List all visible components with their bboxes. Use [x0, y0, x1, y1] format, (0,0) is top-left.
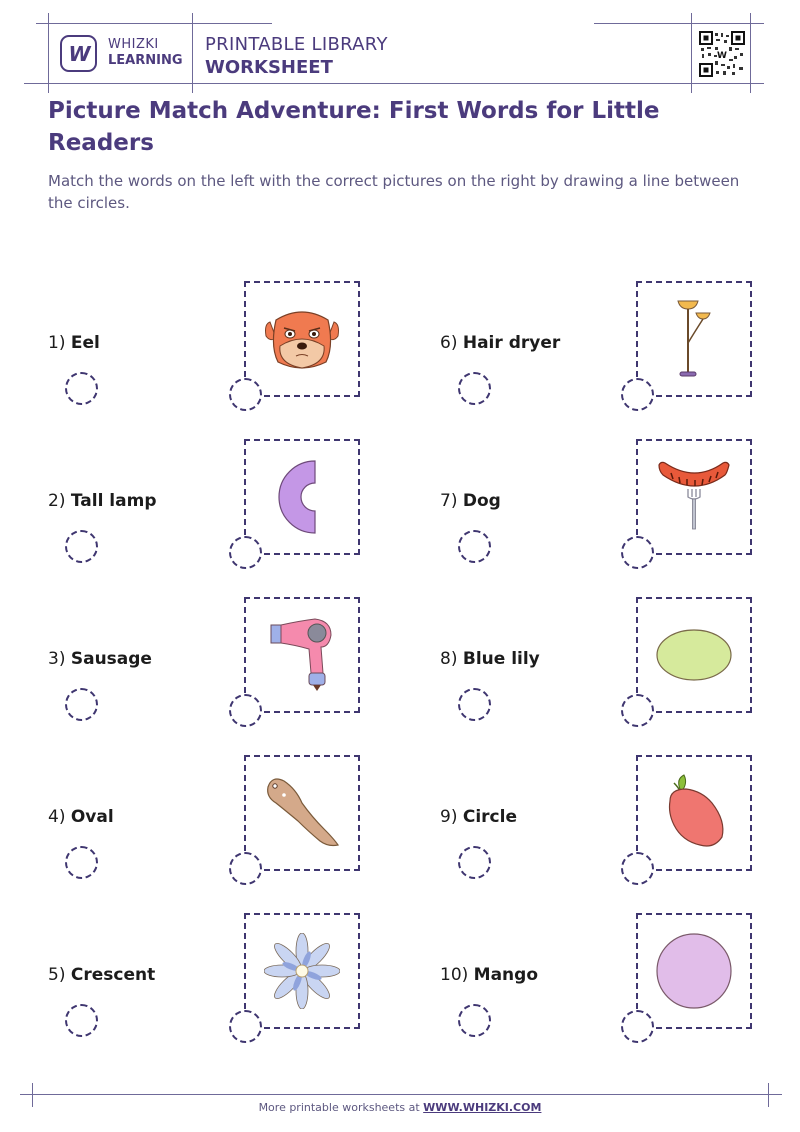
svg-text:W: W	[717, 51, 727, 61]
header-rule-v3	[691, 13, 692, 93]
picture-match-circle[interactable]	[621, 694, 654, 727]
word-label: 9) Circle	[440, 807, 517, 827]
picture-circle-shape	[636, 913, 752, 1029]
word-label: 2) Tall lamp	[48, 491, 157, 511]
picture-dog-face	[244, 281, 360, 397]
word-match-circle[interactable]	[458, 530, 491, 563]
picture-match-circle[interactable]	[621, 1010, 654, 1043]
header-rule-top-left	[36, 23, 272, 24]
footer-text: More printable worksheets at	[258, 1101, 424, 1114]
worksheet-label: WORKSHEET	[205, 57, 333, 78]
word-label: 8) Blue lily	[440, 649, 540, 669]
sausage-on-fork-icon	[655, 457, 733, 537]
picture-tall-lamp	[636, 281, 752, 397]
picture-oval-shape	[636, 597, 752, 713]
hair-dryer-icon	[269, 617, 335, 693]
word-label: 10) Mango	[440, 965, 539, 985]
crescent-shape-icon	[277, 457, 327, 537]
picture-crescent-shape	[244, 439, 360, 555]
brand-subname: LEARNING	[108, 53, 183, 68]
brand-name: WHIZKI	[108, 37, 159, 52]
circle-shape-icon	[655, 932, 733, 1010]
oval-shape-icon	[655, 628, 733, 682]
word-match-circle[interactable]	[65, 1004, 98, 1037]
header-rule-top-right	[594, 23, 764, 24]
word-label: 6) Hair dryer	[440, 333, 561, 353]
footer-link[interactable]: WWW.WHIZKI.COM	[423, 1101, 542, 1114]
picture-match-circle[interactable]	[229, 852, 262, 885]
word-match-circle[interactable]	[65, 372, 98, 405]
word-match-circle[interactable]	[458, 688, 491, 721]
whizki-logo-icon	[60, 35, 97, 72]
header-rule-v4	[750, 13, 751, 93]
footer-rule	[20, 1094, 782, 1095]
word-match-circle[interactable]	[458, 1004, 491, 1037]
picture-blue-lily	[244, 913, 360, 1029]
mango-icon	[656, 773, 732, 853]
picture-sausage	[636, 439, 752, 555]
dog-face-icon	[262, 306, 342, 372]
picture-eel	[244, 755, 360, 871]
word-match-circle[interactable]	[65, 530, 98, 563]
word-label: 4) Oval	[48, 807, 114, 827]
footer	[0, 1101, 800, 1114]
eel-icon	[262, 773, 342, 853]
logo-letter: W	[68, 41, 89, 66]
page-title: Picture Match Adventure: First Words for Little Readers	[48, 98, 660, 156]
word-match-circle[interactable]	[458, 372, 491, 405]
picture-match-circle[interactable]	[621, 378, 654, 411]
picture-match-circle[interactable]	[621, 852, 654, 885]
picture-match-circle[interactable]	[229, 536, 262, 569]
library-label: PRINTABLE LIBRARY	[205, 34, 388, 55]
picture-match-circle[interactable]	[229, 378, 262, 411]
picture-match-circle[interactable]	[229, 694, 262, 727]
word-label: 5) Crescent	[48, 965, 156, 985]
instructions: Match the words on the left with the correct pictures on the right by drawing a line between the circles.	[48, 172, 740, 212]
blue-lily-icon	[264, 933, 340, 1009]
picture-match-circle[interactable]	[229, 1010, 262, 1043]
tall-lamp-icon	[674, 299, 714, 379]
word-match-circle[interactable]	[65, 688, 98, 721]
picture-mango	[636, 755, 752, 871]
picture-match-circle[interactable]	[621, 536, 654, 569]
word-match-circle[interactable]	[65, 846, 98, 879]
header-rule-bottom	[24, 83, 764, 84]
word-label: 7) Dog	[440, 491, 501, 511]
qr-code-icon	[699, 31, 745, 77]
word-label: 1) Eel	[48, 333, 100, 353]
word-match-circle[interactable]	[458, 846, 491, 879]
word-label: 3) Sausage	[48, 649, 152, 669]
header-rule-v2	[192, 13, 193, 93]
header-rule-v1	[48, 13, 49, 93]
picture-hair-dryer	[244, 597, 360, 713]
